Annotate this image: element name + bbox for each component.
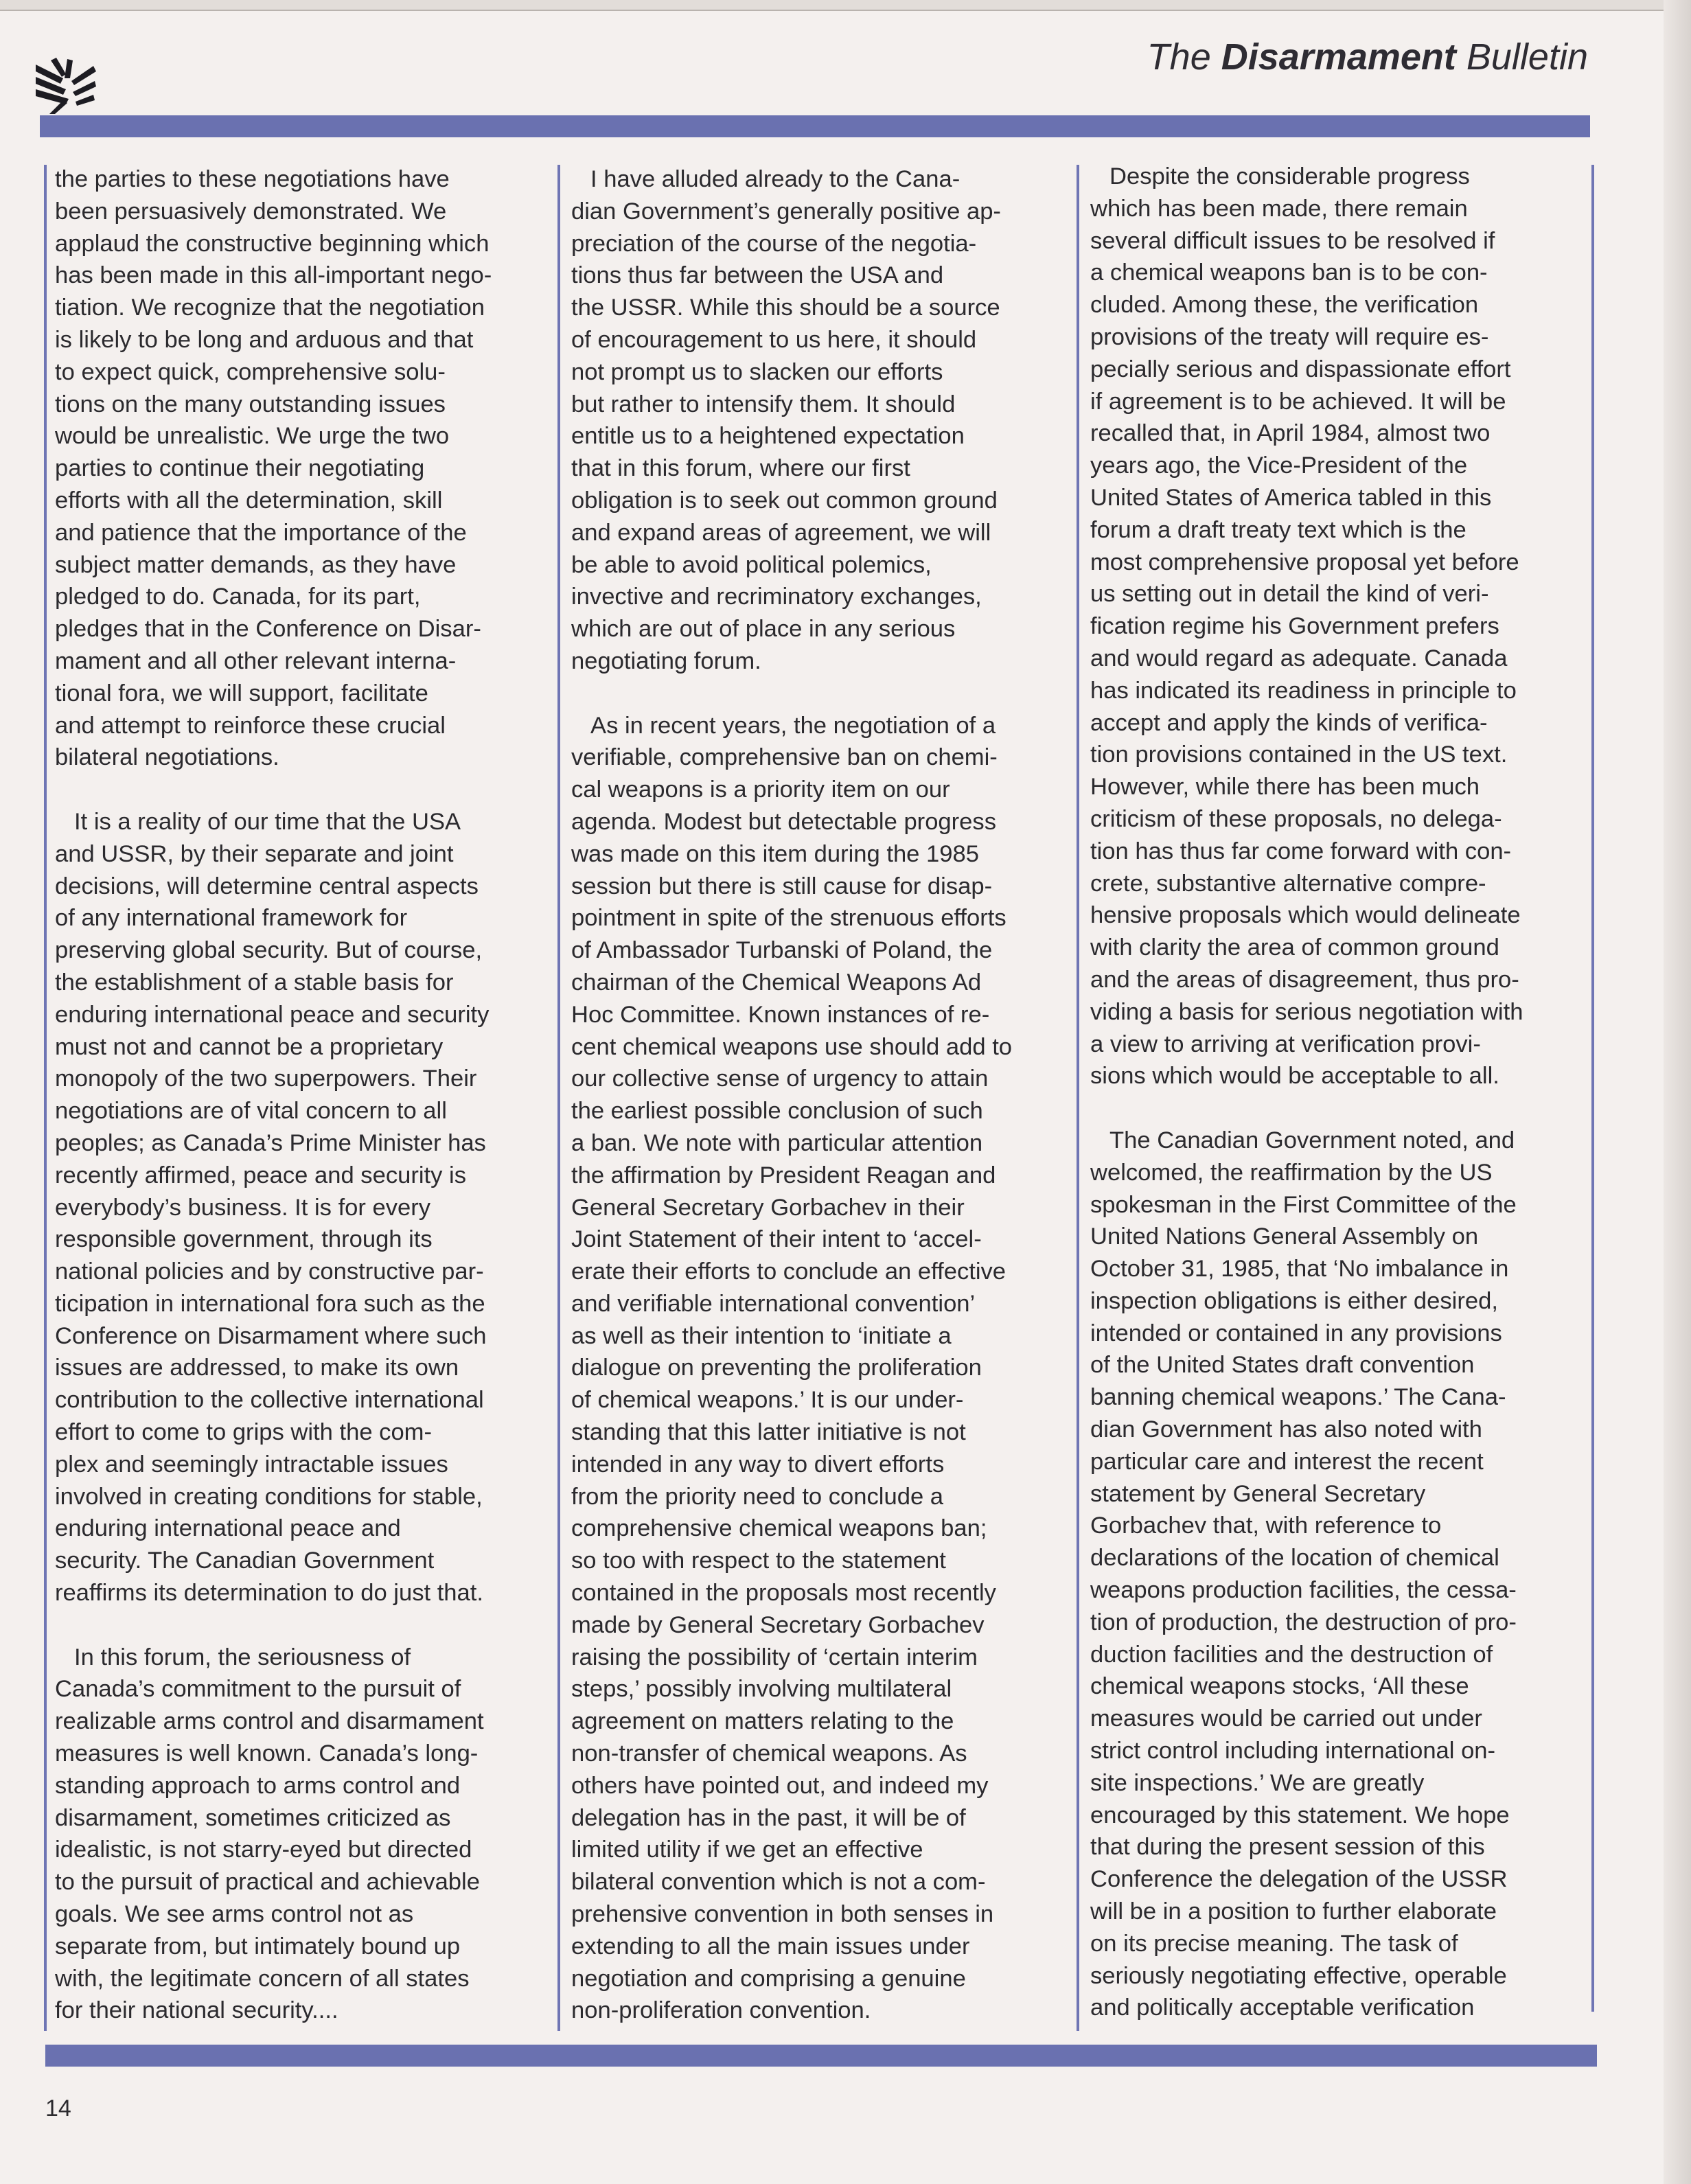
column-rule-right	[1591, 165, 1594, 2012]
paragraph: Despite the considerable progress which has been made, there remain several difficult issues to be resolved if a chemical weapons ban is to be con- cluded. Among these, the verification provisions of the treaty will require es- pecially serious and dispassionate effort if agreement is to be achieved. It will be recalled that, in April 1984, almost two years ago, the Vice-President of the United States of America tabled in this forum a draft treaty text which is the most comprehensive proposal yet before us setting out in detail the kind of veri- fication regime his Government prefers and would regard as adequate. Canada has indicated its readiness in principle to accept and apply the kinds of verifica- tion provisions contained in the US text. However, while there has been much criticism of these proposals, no delega- tion has thus far come forward with con- crete, substantive alternative compre- hensive proposals which would delineate with clarity the area of common ground and the areas of disagreement, thus pro- viding a basis for serious negotiation with a view to arriving at verification provi- sions which would be acceptable to all.	[1090, 163, 1523, 1090]
paragraph: In this forum, the seriousness of Canada’s commitment to the pursuit of realizable arms control and disarmament measures is well known. Canada’s long- standing approach to arms control and disarmament, sometimes criticized as idealistic, is not starry-eyed but directed to the pursuit of practical and achievable goals. We see arms control not as separate from, but intimately bound up with, the legitimate concern of all states for their national security....	[55, 1644, 484, 2024]
text-column-3	[1090, 161, 1571, 2028]
title-suffix: Bulletin	[1456, 36, 1588, 78]
paragraph: It is a reality of our time that the USA and USSR, by their separate and joint decisions, will determine central aspects of any international framework for preserving global security. But of course, the establishment of a stable basis for enduring international peace and security must not and cannot be a proprietary monopoly of the two superpowers. Their negotiations are of vital concern to all peoples; as Canada’s Prime Minister has recently affirmed, peace and security is everybody’s business. It is for every responsible government, through its national policies and by constructive par- ticipation in international fora such as the Conference on Disarmament where such issues are addressed, to make its own contribution to the collective international effort to come to grips with the com- plex and seemingly intractable issues involved in creating conditions for stable, enduring international peace and security. The Canadian Government reaffirms its determination to do just that.	[55, 808, 490, 1607]
paragraph: the parties to these negotiations have been persuasively demonstrated. We applaud the constructive beginning which has been made in this all-important nego- tiation. We recognize that the negotiation is likely to be long and arduous and that to expect quick, comprehensive solu- tions on the many outstanding issues would be unrealistic. We urge the two parties to continue their negotiating efforts with all the determination, skill and patience that the importance of the subject matter demands, as they have pledged to do. Canada, for its part, pledges that in the Conference on Disar- mament and all other relevant interna- tional fora, we will support, facilitate and attempt to reinforce these crucial bilateral negotiations.	[55, 166, 492, 771]
title-bold: Disarmament	[1221, 36, 1456, 78]
paragraph: I have alluded already to the Cana- dian Government’s generally positive ap- preciation of the course of the negotia- tions thus far between the USA and the USSR. While this should be a source of encouragement to us here, it should not prompt us to slacken our efforts but rather to intensify them. It should entitle us to a heightened expectation that in this forum, where our first obligation is to seek out common ground and expand areas of agreement, we will be able to avoid political polemics, invective and recriminatory exchanges, which are out of place in any serious negotiating forum.	[571, 166, 1001, 674]
top-accent-bar	[40, 115, 1590, 137]
text-column-2	[571, 163, 1052, 2031]
text-column-1	[55, 163, 536, 2031]
column-rule-1	[557, 165, 560, 2031]
page-top-edge	[0, 0, 1691, 11]
column-rule-left	[44, 165, 47, 2031]
column-rule-2	[1077, 165, 1079, 2031]
title-prefix: The	[1147, 36, 1221, 78]
bottom-accent-bar	[45, 2045, 1597, 2067]
bulletin-logo-icon	[36, 58, 96, 114]
paragraph: The Canadian Government noted, and welcomed, the reaffirmation by the US spokesman in the First Committee of the United Nations General Assembly on October 31, 1985, that ‘No imbalance in inspection obligations is either desired, intended or contained in any provisions of the United States draft convention banning chemical weapons.’ The Cana- dian Government has also noted with particular care and interest the recent statement by General Secretary Gorbachev that, with reference to declarations of the location of chemical weapons production facilities, the cessa- tion of production, the destruction of pro- duction facilities and the destruction of chemical weapons stocks, ‘All these measures would be carried out under strict control including international on- site inspections.’ We are greatly encouraged by this statement. We hope that during the present session of this Conference the delegation of the USSR will be in a position to further elaborate on its precise meaning. The task of seriously negotiating effective, operable and politically acceptable verification	[1090, 1127, 1517, 2021]
page-number: 14	[45, 2095, 71, 2122]
paragraph: As in recent years, the negotiation of a verifiable, comprehensive ban on chemi- cal weapons is a priority item on our agenda. Modest but detectable progress was made on this item during the 1985 session but there is still cause for disap- pointment in spite of the strenuous efforts of Ambassador Turbanski of Poland, the chairman of the Chemical Weapons Ad Hoc Committee. Known instances of re- cent chemical weapons use should add to our collective sense of urgency to attain the earliest possible conclusion of such a ban. We note with particular attention the affirmation by President Reagan and General Secretary Gorbachev in their Joint Statement of their intent to ‘accel- erate their efforts to conclude an effective and verifiable international convention’ as well as their intention to ‘initiate a dialogue on preventing the proliferation of chemical weapons.’ It is our under- standing that this latter initiative is not intended in any way to divert efforts from the priority need to conclude a comprehensive chemical weapons ban; so too with respect to the statement contained in the proposals most recently made by General Secretary Gorbachev raising the possibility of ‘certain interim steps,’ possibly involving multilateral agreement on matters relating to the non-transfer of chemical weapons. As others have pointed out, and indeed my delegation has in the past, it will be of limited utility if we get an effective bilateral convention which is not a com- prehensive convention in both senses in extending to all the main issues under negotiation and comprising a genuine non-proliferation convention.	[571, 712, 1013, 2024]
binding-shadow	[1664, 0, 1691, 2184]
publication-title	[1147, 36, 1588, 78]
